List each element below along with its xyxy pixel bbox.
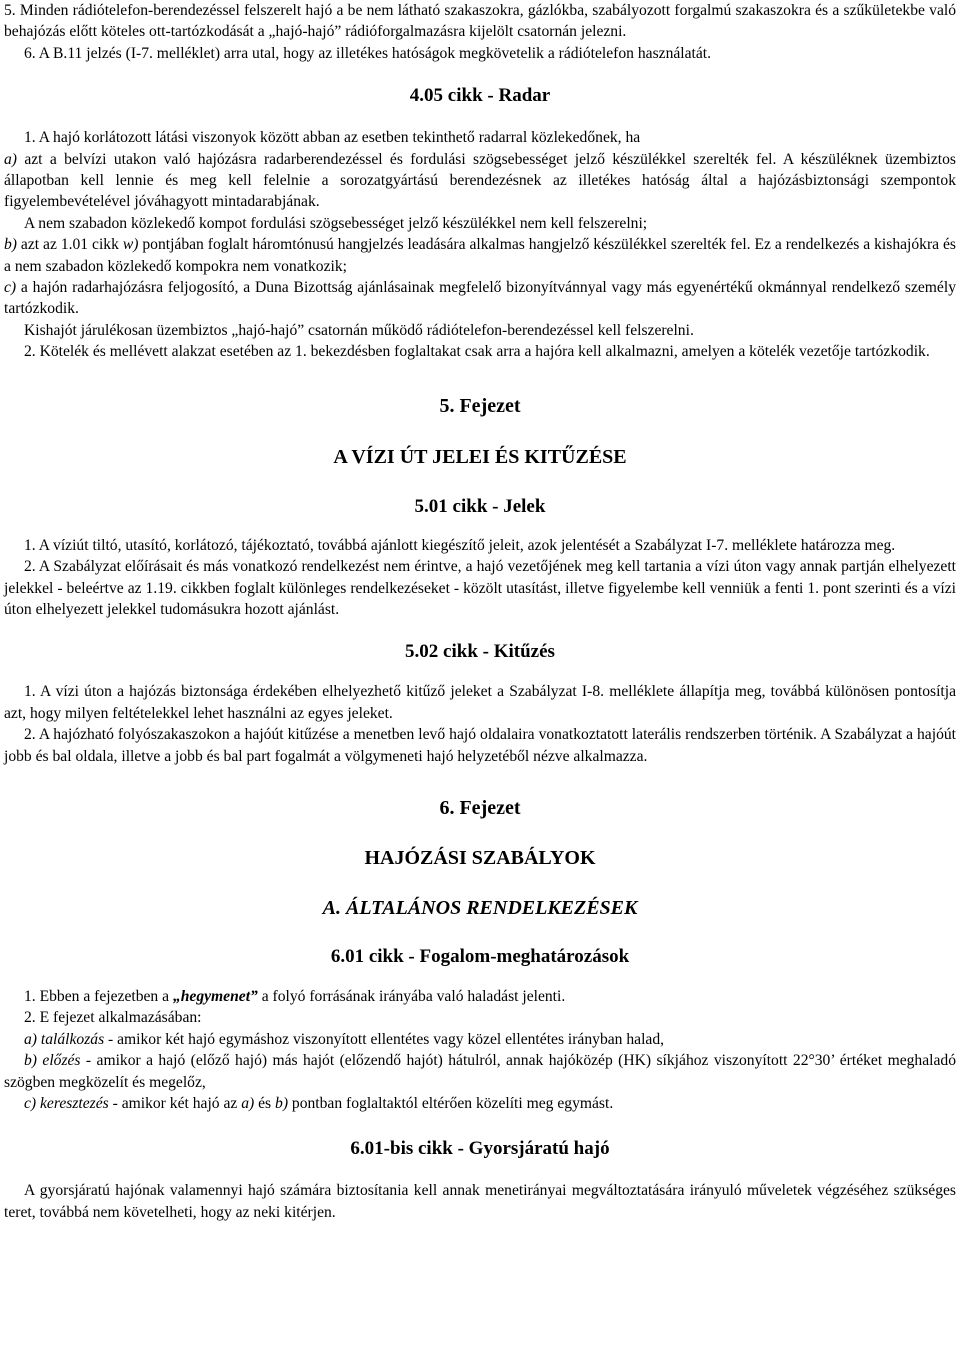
article-heading-4-05: 4.05 cikk - Radar xyxy=(409,85,551,107)
definitions-paragraph-2: 2. E fejezet alkalmazásában: xyxy=(24,1009,202,1027)
radar-paragraph-2: 2. Kötelék és mellévett alakzat esetében az 1. bekezdésben foglaltakat csak arra a hajóra kell alkalmazni, amelyen a kötelék vezetője tartózkodik. xyxy=(24,343,930,361)
definition-c-ref-a: a) xyxy=(241,1094,255,1112)
term-hegymenet: „hegymenet” xyxy=(172,987,258,1005)
radar-item-b-tag: b) xyxy=(4,236,17,254)
radar-item-a xyxy=(4,149,956,213)
definition-a xyxy=(4,1029,956,1050)
radar-item-b xyxy=(4,234,956,277)
radar-item-c-text: a hajón radarhajózásra feljogosító, a Duna Bizottság ajánlásainak megfelelő bizonyítvánnyal vagy más egyenértékű okmánnyal rendelkező személy tartózkodik. xyxy=(4,279,956,318)
article-heading-5-01: 5.01 cikk - Jelek xyxy=(414,495,546,517)
definitions-paragraph-1 xyxy=(4,986,956,1007)
fast-craft-paragraph: A gyorsjáratú hajónak valamennyi hajó számára biztosítania kell annak menetirányai megváltoztatására irányuló műveletek végzéséhez szükséges teret, továbbá nem követelheti, hogy az neki kitérjen. xyxy=(4,1182,956,1221)
radar-item-c-tag: c) xyxy=(4,279,17,297)
article-heading-5-02: 5.02 cikk - Kitűzés xyxy=(405,641,555,663)
definition-c-post: pontban foglaltaktól eltérően közelíti meg egymást. xyxy=(288,1094,614,1112)
definitions-paragraph-1-post: a folyó forrásának irányába való haladást jelenti. xyxy=(257,987,566,1005)
chapter-6-heading: 6. Fejezet xyxy=(439,796,521,819)
article-heading-6-01-bis: 6.01-bis cikk - Gyorsjáratú hajó xyxy=(350,1138,610,1160)
paragraph-6-b11-sign: 6. A B.11 jelzés (I-7. melléklet) arra utal, hogy az illetékes hatóságok megkövetelik a rádiótelefon használatát. xyxy=(24,44,712,62)
radar-item-b-post: pontjában foglalt háromtónusú hangjelzés leadására alkalmas hangjelző készülékkel szerelték fel. Ez a rendelkezés a kishajókra és a nem szabadon közlekedő kompokra nem vonatkozik; xyxy=(4,236,956,275)
definition-c xyxy=(4,1093,956,1114)
article-heading-6-01: 6.01 cikk - Fogalom-meghatározások xyxy=(330,945,630,967)
definition-c-mid1: - amikor két hajó az xyxy=(108,1094,242,1112)
chapter-5-heading: 5. Fejezet xyxy=(439,394,521,417)
definition-c-ref-b: b) xyxy=(275,1094,289,1112)
document-page xyxy=(4,0,956,1223)
chapter-6-subtitle: A. ÁLTALÁNOS RENDELKEZÉSEK xyxy=(322,896,638,919)
radar-item-b-ref: w) xyxy=(122,236,139,254)
definition-b-text: - amikor a hajó (előző hajó) más hajót (előzendő hajót) hátulról, annak hajóközép (HK) síkjához viszonyított 22°30’ értéket meghaladó szögben megközelít és megelőz, xyxy=(4,1052,957,1091)
signs-paragraph-1: 1. A víziút tiltó, utasító, korlátozó, tájékoztató, továbbá ajánlott kiegészítő jeleit, azok jelentését a Szabályzat I-7. melléklete határozza meg. xyxy=(24,536,896,554)
radar-paragraph-1: 1. A hajó korlátozott látási viszonyok között abban az esetben tekinthető radarral közlekedőnek, ha xyxy=(24,129,641,147)
definition-b xyxy=(4,1050,956,1093)
signs-paragraph-2: 2. A Szabályzat előírásait és más vonatkozó rendelkezést nem érintve, a hajó vezetőjének meg kell tartania a vízi úton vagy annak partján elhelyezett jelekkel - beleértve az 1.19. cikkben foglalt különleges rendelkezéseket - közölt utasítást, illetve figyelembe kell venniük a fenti 1. pont szerinti és a vízi úton elhelyezett jelekkel tudomásukra hozott ajánlást. xyxy=(4,558,956,618)
radar-item-a-tag: a) xyxy=(4,150,17,168)
radar-item-b-pre: azt az 1.01 cikk xyxy=(17,236,123,254)
paragraph-5-radio-notice: 5. Minden rádiótelefon-berendezéssel felszerelt hajó a be nem látható szakaszokra, gázlókba, szabályozott forgalmú szakaszokra és a szűkületekbe való behajózás előtt köteles ott-tartózkodását a „hajó-hajó” rádióforgalmazásra kijelölt csatornán jelezni. xyxy=(4,2,956,41)
radar-ferry-exemption: A nem szabadon közlekedő kompot fordulási szögsebességet jelző készülékkel nem kell felszerelni; xyxy=(24,214,648,232)
radar-item-c xyxy=(4,277,956,320)
term-keresztezes: c) keresztezés xyxy=(24,1094,109,1112)
term-elozes: b) előzés xyxy=(24,1052,81,1070)
radar-small-craft: Kishajót járulékosan üzembiztos „hajó-hajó” csatornán működő rádiótelefon-berendezéssel kell felszerelni. xyxy=(24,321,694,339)
definitions-paragraph-1-pre: 1. Ebben a fejezetben a xyxy=(24,987,173,1005)
marking-paragraph-2: 2. A hajózható folyószakaszokon a hajóút kitűzése a menetben levő hajó oldalaira vonatkoztatott laterális rendszerben történik. A Szabályzat a hajóút jobb és bal oldala, illetve a jobb és bal part fogalmát a völgymeneti hajó helyzetéből nézve alkalmazza. xyxy=(4,726,956,765)
chapter-5-title: A VÍZI ÚT JELEI ÉS KITŰZÉSE xyxy=(333,445,627,468)
definition-c-mid2: és xyxy=(254,1094,276,1112)
term-talalkozas: a) találkozás xyxy=(24,1030,105,1048)
definition-a-text: - amikor két hajó egymáshoz viszonyított ellentétes vagy közel ellentétes irányban halad, xyxy=(104,1030,665,1048)
marking-paragraph-1: 1. A vízi úton a hajózás biztonsága érdekében elhelyezhető kitűző jeleket a Szabályzat I-8. melléklete állapítja meg, továbbá különösen pontosítja azt, hogy milyen feltételekkel lehet használni az egyes jeleket. xyxy=(4,683,956,722)
radar-item-a-text: azt a belvízi utakon való hajózásra radarberendezéssel és fordulási szögsebességet jelző készülékkel szerelték fel. A készüléknek üzembiztos állapotban kell lennie és meg kell felelnie a sorozatgyártású berendezésnek az illetékes hatóság által a hajózásbiztonsági szempontok figyelembevételével jóváhagyott mintadarabjának. xyxy=(4,150,956,211)
chapter-6-title: HAJÓZÁSI SZABÁLYOK xyxy=(364,846,596,869)
